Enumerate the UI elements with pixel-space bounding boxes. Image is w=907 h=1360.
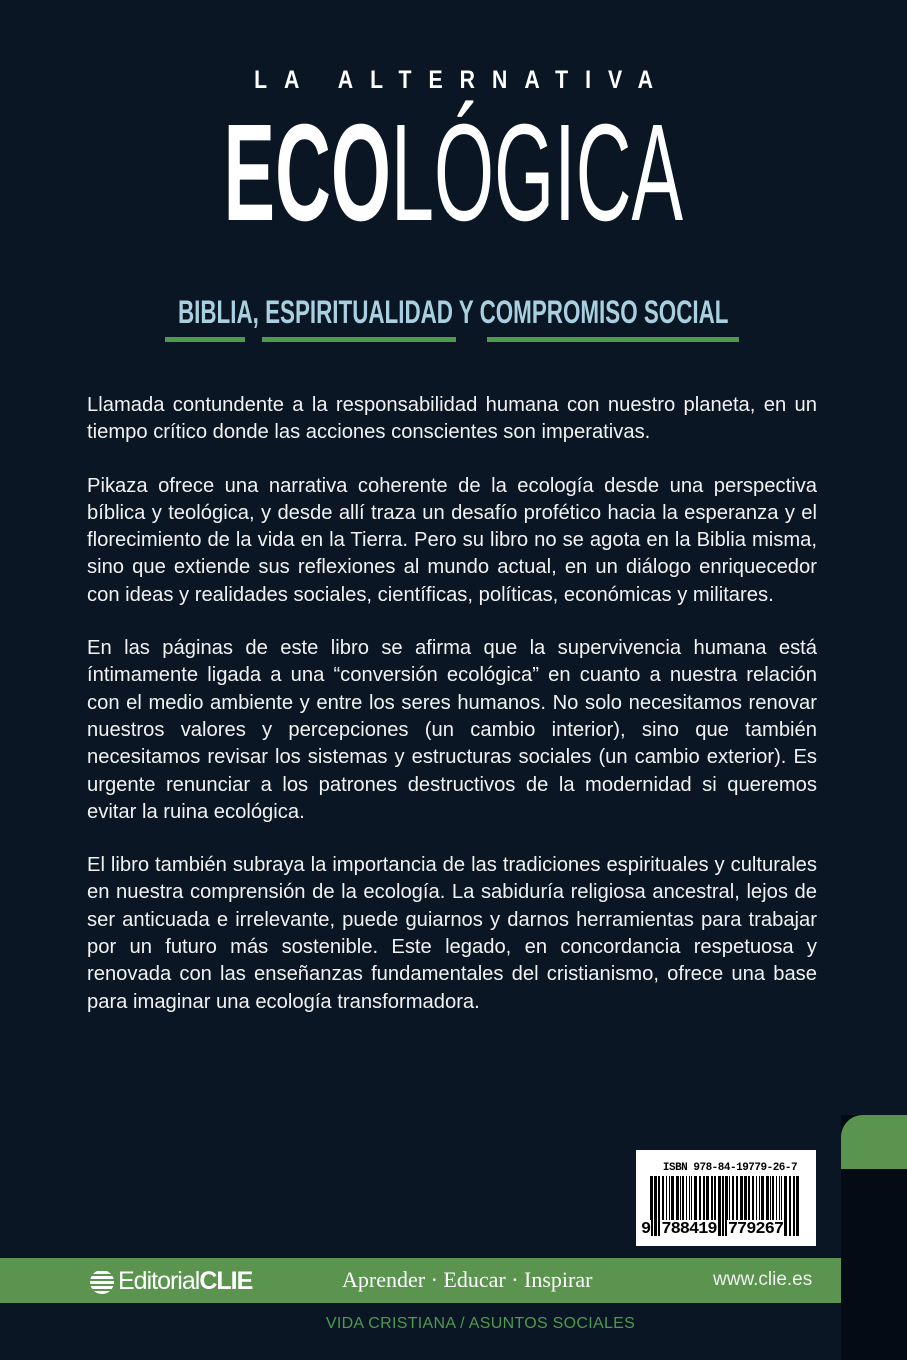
underline bbox=[165, 337, 245, 342]
logo-text-light: Editorial bbox=[118, 1267, 200, 1295]
barcode-bar bbox=[796, 1176, 799, 1236]
book-title bbox=[0, 98, 907, 248]
publisher-website: www.clie.es bbox=[713, 1269, 813, 1290]
barcode-group1: 788419 bbox=[661, 1220, 717, 1239]
title-light-part: LÓGICA bbox=[391, 96, 684, 250]
underline bbox=[262, 337, 456, 342]
logo-text-bold: CLIE bbox=[199, 1267, 253, 1295]
barcode-bar bbox=[793, 1176, 795, 1236]
globe-icon bbox=[90, 1270, 114, 1294]
publisher-logo bbox=[90, 1267, 252, 1296]
isbn-label: ISBN 978-84-19779-26-7 bbox=[662, 1162, 798, 1174]
book-category: VIDA CRISTIANA / ASUNTOS SOCIALES bbox=[325, 1315, 636, 1332]
barcode-lead-digit: 9 bbox=[641, 1220, 651, 1239]
spine-green-tab bbox=[841, 1115, 907, 1169]
blurb-paragraph: El libro también subraya la importancia de las tradiciones espirituales y culturales en nuestra comprensión de la ecología. La sabiduría religiosa ancestral, lejos de ser anticuada e irrelevante, puede guiarnos y darnos herramientas para trabajar por un futuro más sostenible. Este legado, en concordancia respetuosa y renovada con las enseñanzas fundamentales del cristianismo, ofrece una base para imaginar una ecología transformadora. bbox=[87, 854, 817, 1013]
publisher-band bbox=[0, 1258, 841, 1303]
blurb-paragraph: En las páginas de este libro se afirma que la supervivencia humana está íntimamente ligada a una “conversión ecológica” en cuanto a nuestra relación con el medio ambiente y entre los seres humanos. No solo necesitamos renovar nuestros valores y percepciones (un cambio interior), sino que también necesitamos revisar los sistemas y estructuras sociales (un cambio exterior). Es urgente renunciar a los patrones destructivos de la modernidad si queremos evitar la ruina ecológica. bbox=[87, 637, 817, 823]
blurb-paragraph: Llamada contundente a la responsabilidad humana con nuestro planeta, en un tiempo crítico donde las acciones conscientes son imperativas. bbox=[87, 394, 817, 444]
publisher-motto: Aprender · Educar · Inspirar bbox=[342, 1267, 593, 1292]
underline bbox=[487, 337, 739, 342]
blurb-paragraph: Pikaza ofrece una narrativa coherente de la ecología desde una perspectiva bíblica y teológica, y desde allí traza un desafío profético hacia la esperanza y el florecimiento de la vida en la Tierra. Pero su libro no se agota en la Biblia misma, sino que extiende sus reflexiones al mundo actual, en un diálogo enriquecedor con ideas y realidades sociales, científicas, políticas, económicas y militares. bbox=[87, 474, 817, 606]
blurb bbox=[87, 392, 817, 1042]
barcode-bar bbox=[789, 1176, 791, 1236]
title-kicker: LA ALTERNATIVA bbox=[254, 66, 670, 94]
subtitle-join: Y bbox=[459, 294, 474, 330]
book-subtitle bbox=[0, 294, 907, 331]
barcode-group2: 779267 bbox=[727, 1220, 784, 1239]
subtitle-part1: BIBLIA, bbox=[178, 294, 260, 330]
isbn-barcode bbox=[636, 1150, 816, 1246]
barcode-digits bbox=[640, 1220, 784, 1239]
title-bold-part: ECO bbox=[223, 96, 392, 250]
barcode-bar bbox=[784, 1176, 787, 1236]
subtitle-part3: COMPROMISO SOCIAL bbox=[479, 294, 729, 330]
subtitle-part2: ESPIRITUALIDAD bbox=[265, 294, 454, 330]
